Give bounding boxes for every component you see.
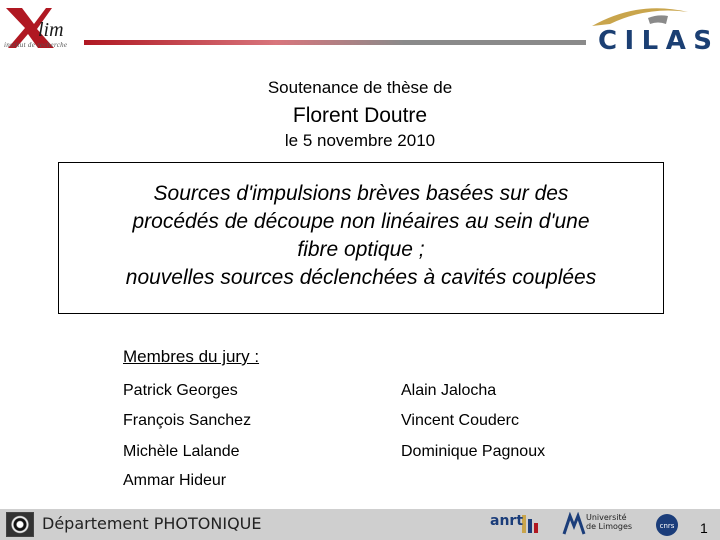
university-limoges-text	[586, 513, 632, 531]
svg-text:lim: lim	[38, 19, 64, 41]
jury-member: Dominique Pagnoux	[401, 443, 546, 460]
jury-heading: Membres du jury :	[123, 347, 260, 366]
author-name: Florent Doutre	[292, 104, 428, 127]
fiber-cross-section-icon	[6, 512, 34, 537]
svg-text:cnrs: cnrs	[659, 522, 675, 530]
thesis-title-line: nouvelles sources déclenchées à cavités couplées	[125, 266, 597, 289]
thesis-title-line: fibre optique ;	[297, 238, 425, 261]
jury-member: Patrick Georges	[123, 382, 238, 399]
jury-member: Alain Jalocha	[401, 382, 497, 399]
header-bar-accent	[84, 40, 404, 45]
page-number: 1	[700, 520, 708, 536]
jury-member: Vincent Couderc	[401, 412, 519, 429]
thesis-title-line: Sources d'impulsions brèves basées sur des	[153, 182, 569, 205]
cnrs-logo	[654, 513, 680, 537]
jury-member: Michèle Lalande	[123, 443, 240, 460]
university-line: de Limoges	[586, 522, 633, 531]
svg-text:CILAS: CILAS	[598, 26, 714, 52]
university-line: Université	[586, 513, 627, 522]
thesis-title-line: procédés de découpe non linéaires au sein d'une	[132, 210, 590, 233]
defense-intro: Soutenance de thèse de	[267, 78, 453, 97]
anrt-logo-text: anrt	[490, 513, 524, 529]
defense-date: le 5 novembre 2010	[284, 131, 436, 150]
jury-member: Ammar Hideur	[123, 472, 227, 489]
jury-member: François Sanchez	[123, 412, 252, 429]
department-label: Département PHOTONIQUE	[42, 514, 262, 533]
xlim-subtitle: institut de recherche	[4, 41, 68, 49]
cilas-logo	[588, 4, 718, 52]
thesis-title	[58, 180, 664, 292]
